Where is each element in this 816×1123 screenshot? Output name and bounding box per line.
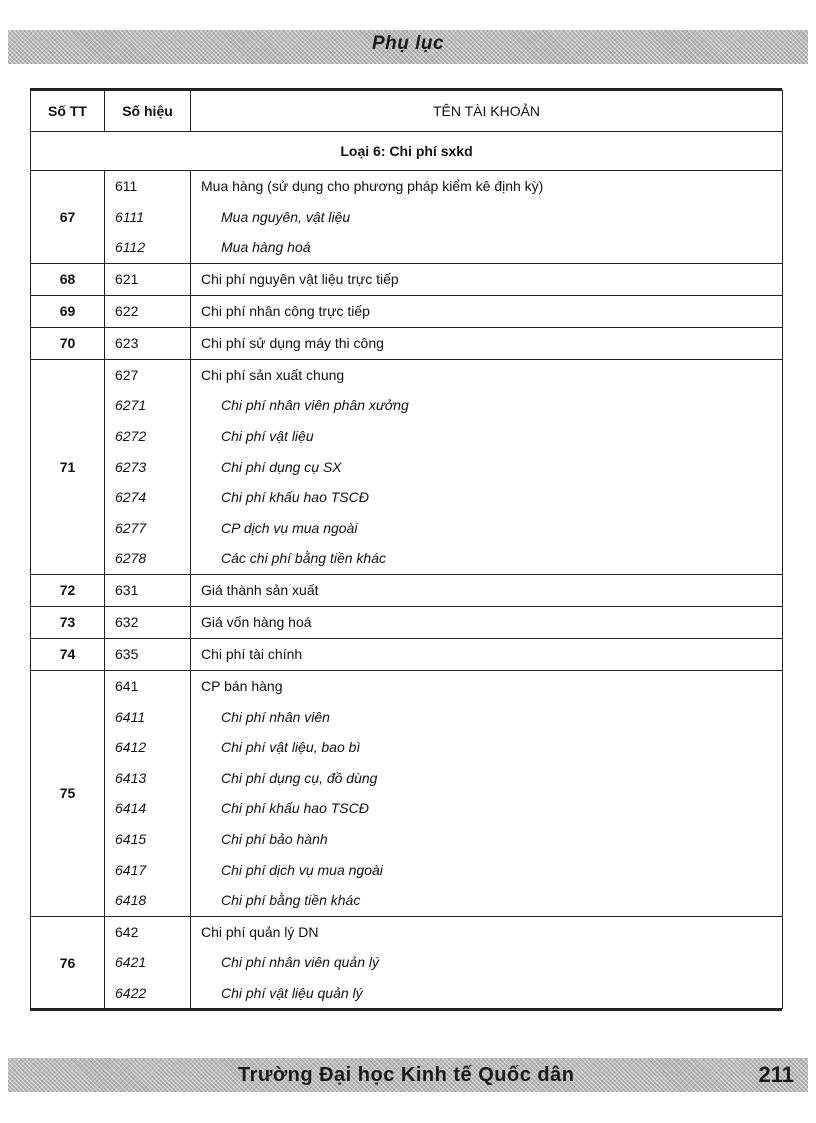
- table-row: [31, 171, 783, 264]
- account-name: Các chi phí bằng tiền khác: [221, 550, 386, 567]
- account-name: Chi phí nhân viên quản lý: [221, 954, 379, 971]
- account-code-cell: [105, 606, 191, 638]
- table-row: [31, 670, 783, 916]
- account-name-cell: [191, 574, 783, 606]
- row-number: 71: [31, 359, 105, 574]
- account-name-cell: [191, 670, 783, 916]
- account-name: Chi phí dịch vụ mua ngoài: [221, 861, 383, 878]
- account-code: 631: [115, 582, 139, 599]
- table-row: [31, 606, 783, 638]
- account-name: Chi phí sản xuất chung: [201, 366, 345, 383]
- account-code-cell: [105, 638, 191, 670]
- table-row: [31, 327, 783, 359]
- table-row: [31, 638, 783, 670]
- account-code: 6272: [115, 427, 147, 444]
- account-name: Chi phí quản lý DN: [201, 923, 319, 940]
- account-name: Chi phí vật liệu: [221, 427, 314, 444]
- table-row: [31, 295, 783, 327]
- account-code-cell: [105, 359, 191, 574]
- account-code-cell: [105, 916, 191, 1009]
- account-name-cell: [191, 171, 783, 264]
- account-code: 6421: [115, 954, 147, 971]
- footer-university: Trường Đại học Kinh tế Quốc dân: [238, 1064, 575, 1086]
- account-code: 611: [115, 178, 138, 194]
- account-code: 6273: [115, 458, 147, 475]
- row-number: 72: [31, 574, 105, 606]
- account-code-cell: [105, 327, 191, 359]
- account-name: Chi phí sử dụng máy thi công: [201, 334, 384, 351]
- account-name: Chi phí vật liệu quản lý: [221, 984, 363, 1001]
- page-number: 211: [758, 1062, 794, 1087]
- table-row: [31, 263, 783, 295]
- account-code: 6271: [115, 397, 147, 414]
- account-name: Chi phí khấu hao TSCĐ: [221, 489, 369, 506]
- account-name: Chi phí dụng cụ, đồ dùng: [221, 769, 378, 786]
- account-code: 6417: [115, 861, 147, 878]
- account-code: 623: [115, 334, 139, 351]
- account-name: Chi phí nhân viên phân xưởng: [221, 397, 409, 414]
- account-name: Chi phí vật liệu, bao bì: [221, 739, 361, 756]
- account-name: Mua nguyên, vật liệu: [221, 208, 351, 225]
- account-code: 641: [115, 677, 139, 694]
- account-code: 6411: [115, 708, 146, 725]
- row-number: 76: [31, 916, 105, 1009]
- account-code: 632: [115, 614, 139, 631]
- account-name-cell: [191, 295, 783, 327]
- table-header-row: [31, 91, 783, 132]
- account-name: Mua hàng (sử dụng cho phương pháp kiểm kê định kỳ): [201, 178, 544, 194]
- row-number: 75: [31, 670, 105, 916]
- account-code-cell: [105, 171, 191, 264]
- row-number: 68: [31, 263, 105, 295]
- account-name: Chi phí nguyên vật liệu trực tiếp: [201, 270, 399, 287]
- row-number: 74: [31, 638, 105, 670]
- account-name: Chi phí tài chính: [201, 646, 303, 663]
- account-name: Chi phí khấu hao TSCĐ: [221, 800, 369, 817]
- account-name: CP bán hàng: [201, 677, 283, 694]
- account-name: Giá thành sản xuất: [201, 582, 319, 599]
- account-name-cell: [191, 327, 783, 359]
- account-code: 622: [115, 302, 139, 319]
- account-name: Chi phí nhân công trực tiếp: [201, 302, 370, 319]
- account-name-cell: [191, 916, 783, 1009]
- account-code: 6277: [115, 519, 147, 536]
- accounts-table: [30, 90, 783, 1009]
- account-code: 6112: [115, 239, 146, 256]
- account-name: Chi phí dụng cụ SX: [221, 458, 342, 475]
- row-number: 67: [31, 171, 105, 264]
- account-code: 6415: [115, 830, 147, 847]
- account-code: 642: [115, 923, 139, 940]
- account-name: Chi phí bảo hành: [221, 830, 328, 847]
- account-code: 6414: [115, 800, 147, 817]
- account-code-cell: [105, 295, 191, 327]
- account-code-cell: [105, 670, 191, 916]
- category-row: [31, 132, 783, 171]
- account-code: 627: [115, 366, 139, 383]
- account-code: 621: [115, 270, 139, 287]
- account-name-cell: [191, 638, 783, 670]
- col-header-stt: Số TT: [31, 91, 105, 132]
- table-row: [31, 359, 783, 574]
- footer-band: [8, 1058, 808, 1092]
- account-name: Chi phí bằng tiền khác: [221, 892, 361, 909]
- table-row: [31, 574, 783, 606]
- row-number: 73: [31, 606, 105, 638]
- account-name: Mua hàng hoá: [221, 239, 311, 256]
- col-header-name: TÊN TÀI KHOẢN: [191, 91, 783, 132]
- row-number: 70: [31, 327, 105, 359]
- category-label: Loại 6: Chi phí sxkd: [31, 132, 783, 171]
- header-band: [8, 30, 808, 64]
- table-row: [31, 916, 783, 1009]
- row-number: 69: [31, 295, 105, 327]
- col-header-code: Số hiệu: [105, 91, 191, 132]
- account-name: Giá vốn hàng hoá: [201, 614, 312, 631]
- account-code-cell: [105, 574, 191, 606]
- account-code-cell: [105, 263, 191, 295]
- account-name: CP dịch vụ mua ngoài: [221, 519, 358, 536]
- account-code: 6111: [115, 208, 145, 225]
- account-code: 6278: [115, 550, 147, 567]
- account-name: Chi phí nhân viên: [221, 708, 330, 725]
- account-name-cell: [191, 263, 783, 295]
- page-header-title: Phụ lục: [371, 33, 445, 54]
- account-name-cell: [191, 606, 783, 638]
- account-code: 635: [115, 646, 139, 663]
- account-code: 6413: [115, 769, 147, 786]
- account-code: 6418: [115, 892, 147, 909]
- accounts-table-wrapper: [30, 88, 782, 1011]
- account-code: 6412: [115, 739, 147, 756]
- account-name-cell: [191, 359, 783, 574]
- account-code: 6422: [115, 984, 147, 1001]
- account-code: 6274: [115, 489, 147, 506]
